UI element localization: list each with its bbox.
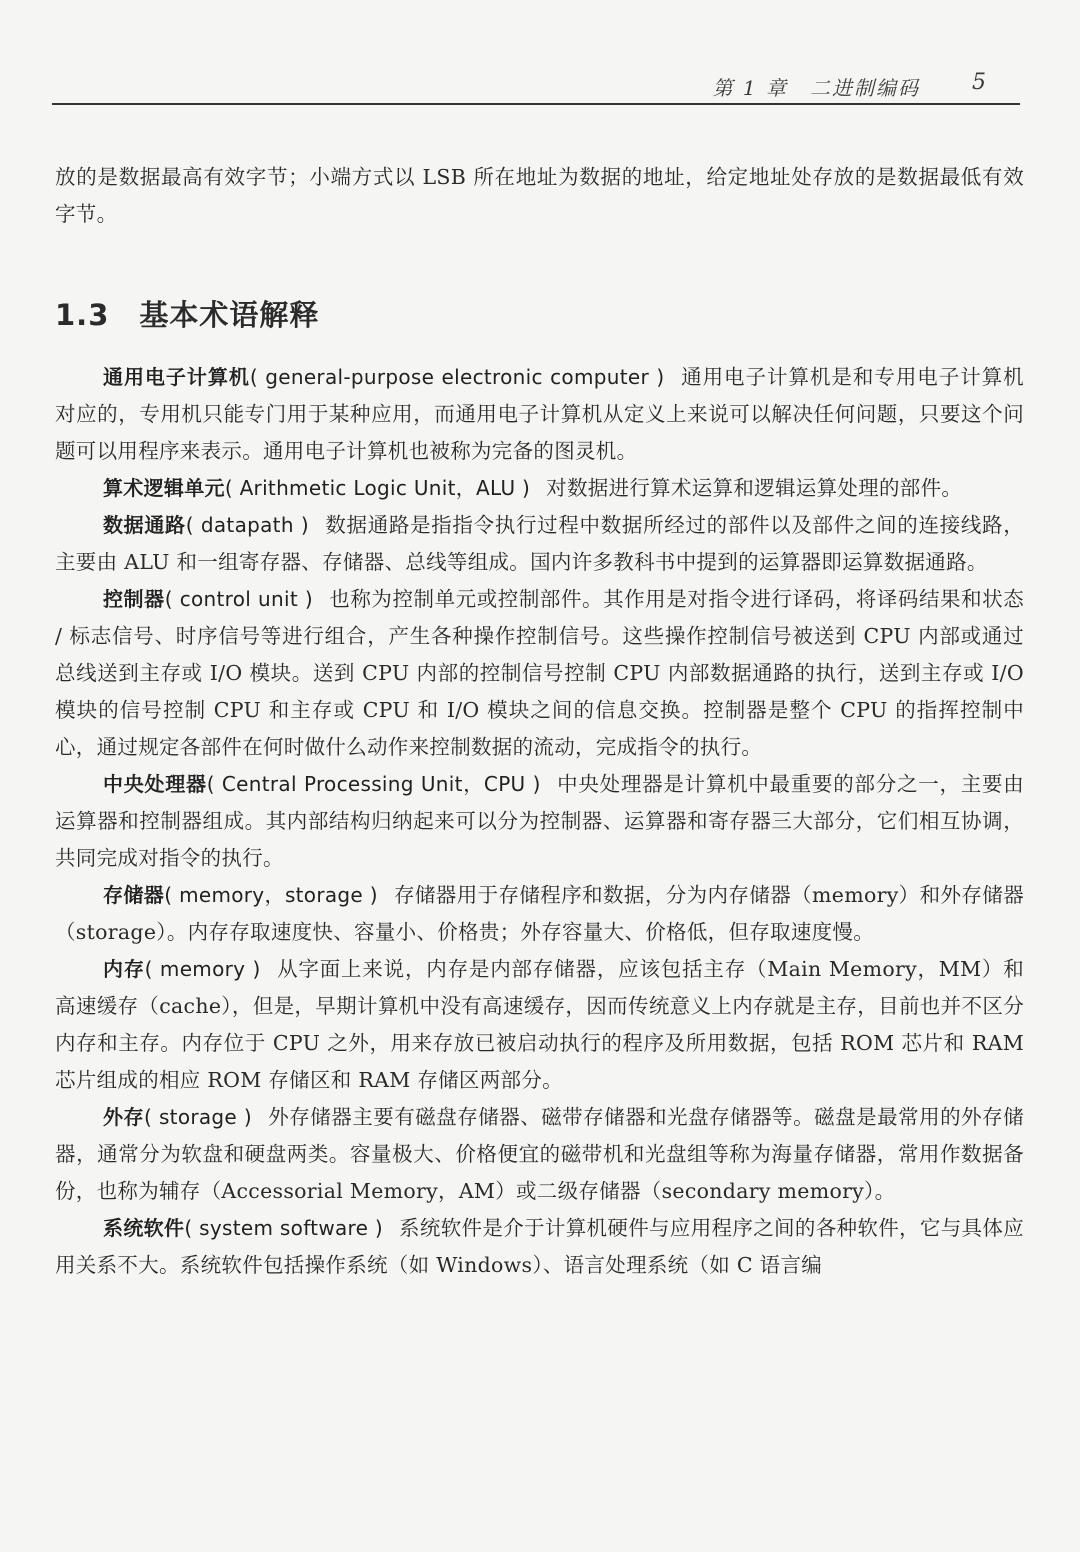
- term-definition: 存储器用于存储程序和数据，分为内存储器（memory）和外存储器（storage）。内存存取速度快、容量小、价格贵；外存容量大、价格低，但存取速度慢。: [55, 883, 1024, 944]
- section-number: 1.3: [55, 298, 110, 332]
- term-name: 算术逻辑单元: [103, 476, 225, 500]
- page-header: [52, 68, 1020, 102]
- term-label: [103, 957, 261, 981]
- term-english: ( storage ): [144, 1105, 252, 1129]
- term-definition: 中央处理器是计算机中最重要的部分之一，主要由运算器和控制器组成。其内部结构归纳起来可以分为控制器、运算器和寄存器三大部分，它们相互协调，共同完成对指令的执行。: [55, 772, 1024, 870]
- term-name: 通用电子计算机: [103, 365, 250, 389]
- term-english: ( datapath ): [185, 513, 309, 537]
- term-english: ( system software ): [184, 1216, 384, 1240]
- term-label: [103, 772, 541, 796]
- term-paragraph-alu: [55, 470, 1024, 507]
- term-english: ( Arithmetic Logic Unit，ALU ): [224, 476, 531, 500]
- term-label: [103, 476, 530, 500]
- term-name: 存储器: [103, 883, 165, 907]
- term-label: [103, 513, 309, 537]
- section-title: 基本术语解释: [139, 298, 320, 332]
- term-definition: 系统软件是介于计算机硬件与应用程序之间的各种软件，它与具体应用关系不大。系统软件包括操作系统（如 Windows）、语言处理系统（如 C 语言编: [55, 1216, 1025, 1277]
- term-name: 控制器: [103, 587, 165, 611]
- term-name: 中央处理器: [103, 772, 207, 796]
- term-paragraph-memory: [55, 951, 1024, 1099]
- term-definition: 从字面上来说，内存是内部存储器，应该包括主存（Main Memory，MM）和高速缓存（cache），但是，早期计算机中没有高速缓存，因而传统意义上内存就是主存，目前也并不区分内存和主存。内存位于 CPU 之外，用来存放已被启动执行的程序及所用数据，包括 ROM 芯片和 RAM 芯片组成的相应 ROM 存储区和 RAM 存储区两部分。: [55, 957, 1024, 1092]
- header-divider: [52, 103, 1020, 105]
- term-label: [103, 1216, 383, 1240]
- page-content: [55, 159, 1024, 1284]
- term-name: 系统软件: [103, 1216, 185, 1240]
- term-paragraph-general-purpose-computer: [55, 359, 1024, 470]
- term-paragraph-memory-storage: [55, 877, 1024, 951]
- term-paragraph-datapath: [55, 507, 1024, 581]
- term-label: [103, 1105, 252, 1129]
- term-definition: 也称为控制单元或控制部件。其作用是对指令进行译码，将译码结果和状态 / 标志信号、时序信号等进行组合，产生各种操作控制信号。这些操作控制信号被送到 CPU 内部或通过总线送到主存或 I/O 模块。送到 CPU 内部的控制信号控制 CPU 内部数据通路的执行，送到主存或 I/O 模块的信号控制 CPU 和主存或 CPU 和 I/O 模块之间的信息交换。控制器是整个 CPU 的指挥控制中心，通过规定各部件在何时做什么动作来控制数据的流动，完成指令的执行。: [55, 587, 1024, 759]
- term-name: 外存: [103, 1105, 144, 1129]
- term-definition: 通用电子计算机是和专用电子计算机对应的，专用机只能专门用于某种应用，而通用电子计算机从定义上来说可以解决任何问题，只要这个问题可以用程序来表示。通用电子计算机也被称为完备的图灵机。: [55, 365, 1024, 463]
- term-label: [103, 365, 664, 389]
- term-definition: 外存储器主要有磁盘存储器、磁带存储器和光盘存储器等。磁盘是最常用的外存储器，通常分为软盘和硬盘两类。容量极大、价格便宜的磁带机和光盘组等称为海量存储器，常用作数据备份，也称为辅存（Accessorial Memory，AM）或二级存储器（secondary memory）。: [55, 1105, 1024, 1203]
- term-label: [103, 883, 378, 907]
- term-english: ( control unit ): [164, 587, 314, 611]
- term-paragraph-storage: [55, 1099, 1024, 1210]
- intro-paragraph: 放的是数据最高有效字节；小端方式以 LSB 所在地址为数据的地址，给定地址处存放的是数据最低有效字节。: [55, 165, 1024, 226]
- term-name: 数据通路: [103, 513, 186, 537]
- term-label: [103, 587, 313, 611]
- term-paragraph-cpu: [55, 766, 1024, 877]
- term-paragraph-control-unit: [55, 581, 1024, 766]
- term-paragraph-system-software: [55, 1210, 1024, 1284]
- term-english: ( memory ): [144, 957, 261, 981]
- chapter-title: 第 1 章 二进制编码: [712, 76, 920, 100]
- page-number: 5: [972, 70, 986, 95]
- term-definition: 数据通路是指指令执行过程中数据所经过的部件以及部件之间的连接线路，主要由 ALU 和一组寄存器、存储器、总线等组成。国内许多教科书中提到的运算器即运算数据通路。: [55, 513, 1024, 574]
- term-definition: 对数据进行算术运算和逻辑运算处理的部件。: [546, 476, 963, 500]
- term-english: ( Central Processing Unit，CPU ): [206, 772, 541, 796]
- term-english: ( memory，storage ): [164, 883, 378, 907]
- term-english: ( general-purpose electronic computer ): [249, 365, 665, 389]
- section-heading: [55, 297, 1024, 333]
- term-name: 内存: [103, 957, 145, 981]
